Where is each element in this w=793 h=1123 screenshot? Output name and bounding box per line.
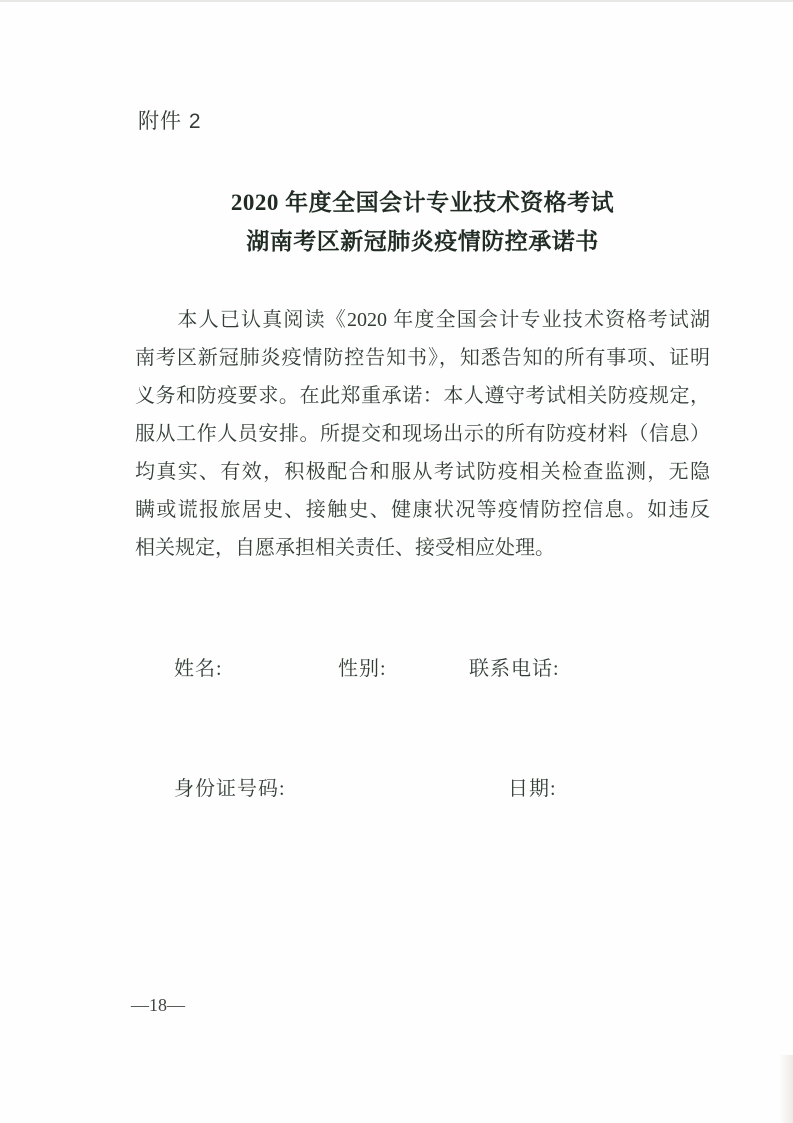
scan-noise-artifact xyxy=(779,1055,793,1123)
date-field-label: 日期: xyxy=(508,778,557,800)
name-field-label: 姓名: xyxy=(174,658,223,680)
attachment-label: 附件 2 xyxy=(138,110,202,133)
scan-edge-artifact xyxy=(0,0,793,2)
document-title-line2: 湖南考区新冠肺炎疫情防控承诺书 xyxy=(246,229,599,254)
commitment-paragraph xyxy=(135,301,710,567)
paragraph-line: 瞒或谎报旅居史、接触史、健康状况等疫情防控信息。如违反 xyxy=(135,499,710,521)
paragraph-line: 均真实、有效，积极配合和服从考试防疫相关检查监测，无隐 xyxy=(135,461,710,483)
gender-field-label: 性别: xyxy=(338,658,387,680)
paragraph-line: 义务和防疫要求。在此郑重承诺：本人遵守考试相关防疫规定， xyxy=(135,385,710,407)
document-title xyxy=(135,183,710,261)
paragraph-line: 服从工作人员安排。所提交和现场出示的所有防疫材料（信息） xyxy=(135,423,710,445)
paragraph-line: 相关规定，自愿承担相关责任、接受相应处理。 xyxy=(135,537,555,559)
paragraph-line: 南考区新冠肺炎疫情防控告知书》，知悉告知的所有事项、证明 xyxy=(135,347,710,369)
phone-field-label: 联系电话: xyxy=(469,658,560,680)
paragraph-line: 本人已认真阅读《2020 年度全国会计专业技术资格考试湖 xyxy=(135,309,710,331)
id-number-field-label: 身份证号码: xyxy=(174,778,286,800)
page-number: —18— xyxy=(131,995,185,1015)
document-title-line1: 2020 年度全国会计专业技术资格考试 xyxy=(230,190,615,215)
